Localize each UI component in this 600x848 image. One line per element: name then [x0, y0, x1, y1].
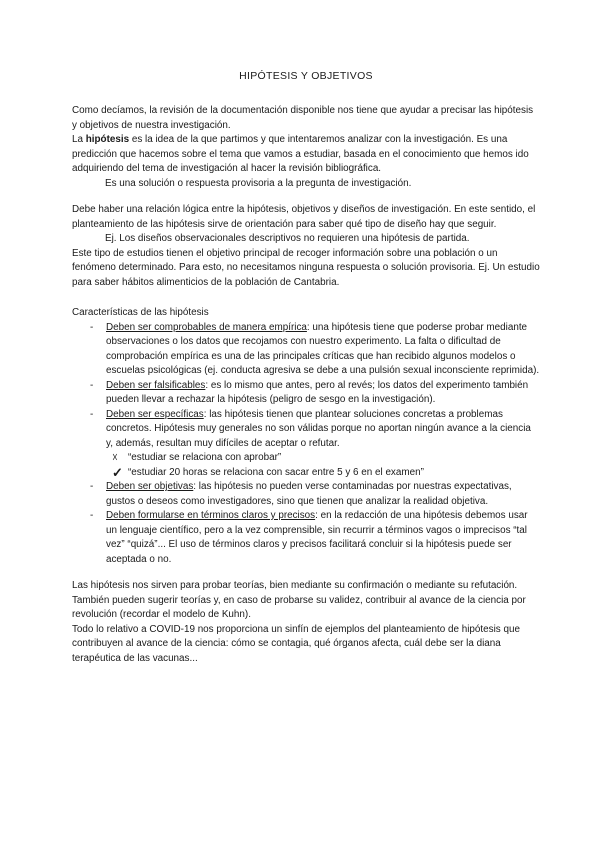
relation-paragraph: Debe haber una relación lógica entre la hipótesis, objetivos y diseños de investigación. En este sentido, el planteamiento de las hipótesis sirve de orientación para saber qué tipo de diseño hay que seguir.: [72, 204, 536, 230]
dash-bullet: -: [90, 379, 94, 391]
item-lead: Deben ser objetivas: [106, 481, 194, 492]
item-lead: Deben ser comprobables de manera empírica: [106, 321, 307, 333]
bad-example: [72, 451, 540, 466]
observational-example: Ej. Los diseños observacionales descriptivos no requieren una hipótesis de partida.: [105, 233, 470, 244]
list-item: [72, 321, 540, 379]
bad-example-text: “estudiar se relaciona con aprobar”: [128, 452, 282, 463]
spacer: [72, 191, 540, 203]
item-lead: Deben formularse en términos claros y precisos: [106, 510, 316, 521]
covid-paragraph: Todo lo relativo a COVID-19 nos proporciona un sinfín de ejemplos del planteamiento de hipótesis que contribuyen al avance de la ciencia: cómo se contagia, qué órganos afecta, cuál debe ser la diana terapéutica de las vacunas...: [72, 623, 520, 664]
good-example: [72, 466, 540, 481]
item-lead: Deben ser falsificables: [106, 379, 206, 391]
list-item: [72, 408, 540, 452]
item-text: : las hipótesis tienen que plantear soluciones concretas a problemas concretos. Hipótesis muy generales no son válidas porque no aportan ningún avance a la ciencia y, además, resultan muy difíciles de aceptar o refutar.: [106, 408, 531, 449]
good-example-text: “estudiar 20 horas se relaciona con sacar entre 5 y 6 en el examen”: [128, 466, 424, 478]
list-item: [72, 509, 540, 567]
page-title: HIPÓTESIS Y OBJETIVOS: [239, 70, 373, 82]
item-lead: Deben ser específicas: [106, 408, 204, 420]
hypothesis-term: hipótesis: [85, 134, 130, 145]
spacer: [72, 290, 540, 302]
item-text: : en la redacción de una hipótesis debemos usar un lenguaje científico, pero a la vez comprensible, sin recurrir a términos vagos o imprecisos “tal vez” “quizá”... El uso de términos claros y precisos facilitará concluir si la hipótesis puede ser aceptada o no.: [106, 510, 528, 565]
spacer: [72, 567, 540, 579]
cross-icon: ☓: [112, 452, 118, 464]
characteristics-list: [72, 321, 540, 452]
study-type-paragraph: Este tipo de estudios tienen el objetivo principal de recoger información sobre una población o un fenómeno determinado. Para esto, no necesitamos ninguna respuesta o solución provisoria. Ej. Un estudio para saber hábitos alimenticios de la población de Cantabria.: [72, 247, 540, 288]
list-item: [72, 480, 540, 509]
check-icon: ✓: [112, 464, 123, 480]
item-text: : las hipótesis no pueden verse contaminadas por nuestras expectativas, gustos o deseos como investigadores, sino que tienen que analizar la realidad objetiva.: [106, 481, 512, 507]
intro-paragraph: Como decíamos, la revisión de la documentación disponible nos tiene que ayudar a precisar las hipótesis y objetivos de nuestra investigación.: [72, 105, 534, 131]
dash-bullet: -: [90, 510, 94, 521]
characteristics-list-continued: [72, 480, 540, 567]
definition-text: es la idea de la que partimos y que intentaremos analizar con la investigación. Es una predicción que hacemos sobre el tema que vamos a estudiar, basada en el conocimiento que hemos ido adquiriendo del tema de investigación al hacer la revisión bibliográfica.: [72, 134, 529, 174]
dash-bullet: -: [90, 408, 94, 420]
item-text: : una hipótesis tiene que poderse probar mediante observaciones o los datos que recojamos con nuestro experimento. La falta o dificultad de comprobación empírica es una de las principales críticas que han recibido algunos modelos o escuelas psicológicas (ej. conducta agresiva se debe a una pulsión sexual inconsciente reprimida).: [106, 321, 540, 376]
theories-paragraph: Las hipótesis nos sirven para probar teorías, bien mediante su confirmación o mediante su refutación. También pueden sugerir teorías y, en caso de probarse su validez, contribuir al avance de la ciencia por revolución (recordar el modelo de Kuhn).: [72, 580, 526, 620]
definition-prefix: La: [72, 134, 86, 145]
list-item: [72, 379, 540, 408]
hypothesis-definition: [72, 133, 540, 177]
item-text: : es lo mismo que antes, pero al revés; los datos del experimento también pueden llevar a rechazar la hipótesis (peligro de sesgo en la investigación).: [106, 379, 529, 405]
provisional-answer: Es una solución o respuesta provisoria a la pregunta de investigación.: [105, 177, 412, 189]
dash-bullet: -: [90, 321, 94, 333]
characteristics-heading: Características de las hipótesis: [72, 307, 209, 318]
dash-bullet: -: [90, 481, 94, 492]
